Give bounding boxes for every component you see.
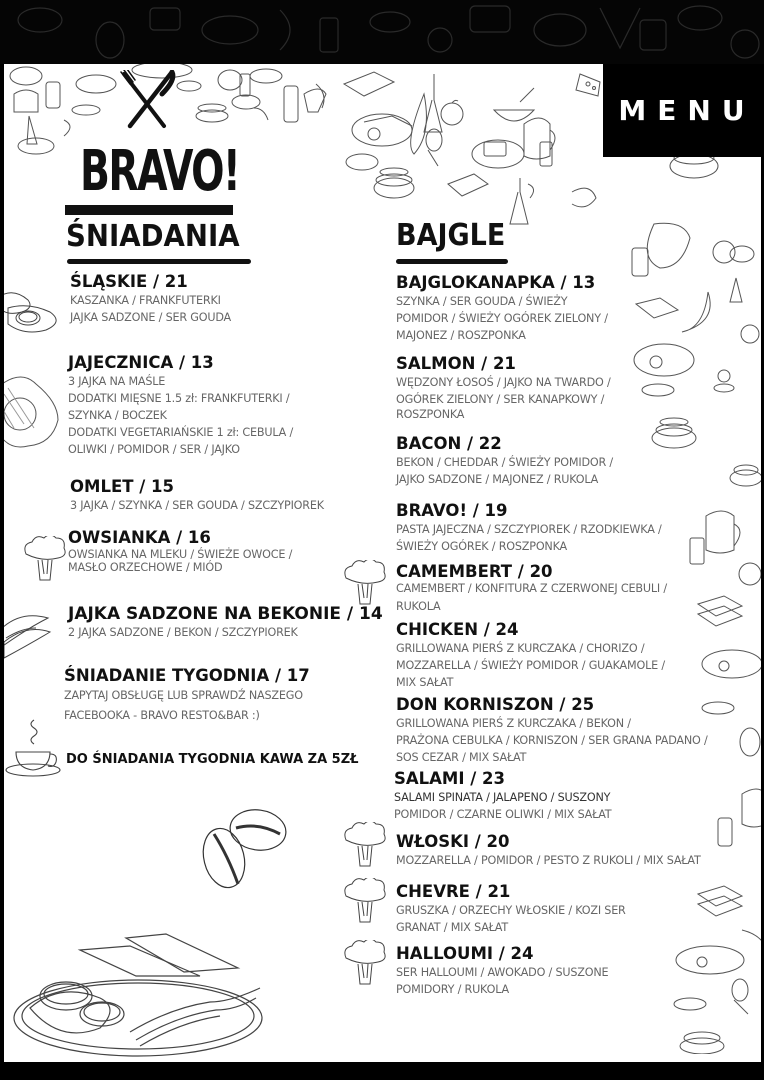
item-name: JAJKA SADZONE NA BEKONIE / 14 bbox=[68, 604, 383, 624]
item-name: OMLET / 15 bbox=[70, 477, 174, 496]
item-name: BAJGLOKANAPKA / 13 bbox=[396, 273, 596, 292]
item-desc: JAJKA SADZONE / SER GOUDA bbox=[70, 311, 232, 324]
menu-item-jajecznica bbox=[68, 353, 293, 458]
item-desc: ROSZPONKA bbox=[396, 408, 465, 421]
menu-item-slaskie bbox=[70, 272, 231, 326]
item-desc: PRAŻONA CEBULKA / KORNISZON / SER GRANA PADANO / bbox=[396, 734, 708, 747]
item-desc: 3 JAJKA / SZYNKA / SER GOUDA / SZCZYPIOREK bbox=[70, 499, 324, 512]
item-name: SALMON / 21 bbox=[396, 354, 516, 373]
item-name: CHEVRE / 21 bbox=[396, 882, 511, 901]
bacon-icon bbox=[4, 610, 54, 660]
item-desc: 2 JAJKA SADZONE / BEKON / SZCZYPIOREK bbox=[68, 626, 298, 639]
item-desc: DODATKI MIĘSNE 1.5 zł: FRANKFUTERKI / bbox=[68, 392, 290, 405]
item-name: ŚLĄSKIE / 21 bbox=[70, 272, 188, 291]
menu-item-bravo bbox=[396, 501, 662, 555]
item-desc: OWSIANKA NA MLEKU / ŚWIEŻE OWOCE / bbox=[68, 548, 293, 561]
item-name: HALLOUMI / 24 bbox=[396, 944, 534, 963]
menu-item-bajglokanapka bbox=[396, 273, 608, 344]
broccoli-icon bbox=[342, 822, 388, 870]
item-desc: MOZZARELLA / POMIDOR / PESTO Z RUKOLI / MIX SAŁAT bbox=[396, 854, 701, 867]
item-desc: SZYNKA / SER GOUDA / ŚWIEŻY bbox=[396, 295, 568, 308]
item-desc: OGÓREK ZIELONY / SER KANAPKOWY / bbox=[396, 393, 605, 406]
item-name: SALAMI / 23 bbox=[394, 769, 505, 788]
item-desc: SER HALLOUMI / AWOKADO / SUSZONE bbox=[396, 966, 609, 979]
menu-item-don-korniszon bbox=[396, 695, 708, 766]
item-desc: 3 JAJKA NA MAŚLE bbox=[68, 375, 166, 388]
item-desc: CAMEMBERT / KONFITURA Z CZERWONEJ CEBULI / bbox=[396, 582, 667, 595]
menu-item-chicken bbox=[396, 620, 665, 691]
item-name: DON KORNISZON / 25 bbox=[396, 695, 595, 714]
item-name: JAJECZNICA / 13 bbox=[68, 353, 214, 372]
broccoli-icon bbox=[342, 560, 388, 608]
item-desc: KASZANKA / FRANKFUTERKI bbox=[70, 294, 221, 307]
fried-eggs-icon bbox=[4, 290, 62, 340]
menu-label: MENU bbox=[618, 94, 756, 127]
item-desc: MAJONEZ / ROSZPONKA bbox=[396, 329, 526, 342]
breakfast-plate-icon bbox=[10, 928, 270, 1058]
item-desc: FACEBOOKA - BRAVO RESTO&BAR :) bbox=[64, 709, 260, 722]
item-desc: ZAPYTAJ OBSŁUGĘ LUB SPRAWDŹ NASZEGO bbox=[64, 689, 303, 702]
logo-underline bbox=[65, 205, 233, 215]
item-name: CHICKEN / 24 bbox=[396, 620, 519, 639]
menu-item-salmon bbox=[396, 354, 611, 422]
section-title-bagels: BAJGLE bbox=[396, 218, 506, 253]
item-desc: SOS CEZAR / MIX SAŁAT bbox=[396, 751, 527, 764]
item-desc: SZYNKA / BOCZEK bbox=[68, 409, 167, 422]
item-desc: MOZZARELLA / ŚWIEŻY POMIDOR / GUAKAMOLE / bbox=[396, 659, 665, 672]
section-underline-breakfast bbox=[67, 259, 251, 264]
item-desc: ŚWIEŻY OGÓREK / ROSZPONKA bbox=[396, 540, 567, 553]
item-name: BRAVO! / 19 bbox=[396, 501, 508, 520]
item-name: WŁOSKI / 20 bbox=[396, 832, 510, 851]
menu-item-wloski bbox=[396, 832, 701, 869]
item-desc: GRANAT / MIX SAŁAT bbox=[396, 921, 508, 934]
item-name: CAMEMBERT / 20 bbox=[396, 562, 553, 581]
top-pattern-band bbox=[0, 0, 764, 64]
broccoli-icon bbox=[342, 940, 388, 988]
item-name: ŚNIADANIE TYGODNIA / 17 bbox=[64, 666, 310, 685]
item-desc: JAJKO SADZONE / MAJONEZ / RUKOLA bbox=[396, 473, 599, 486]
coffee-beans-icon bbox=[196, 804, 292, 890]
coffee-cup-icon bbox=[4, 718, 62, 778]
item-desc: PASTA JAJECZNA / SZCZYPIOREK / RZODKIEWKA / bbox=[396, 523, 662, 536]
menu-item-bacon bbox=[396, 434, 613, 488]
menu-item-chevre bbox=[396, 882, 626, 936]
item-desc: OLIWKI / POMIDOR / SER / JAJKO bbox=[68, 443, 240, 456]
item-desc: POMIDORY / RUKOLA bbox=[396, 983, 509, 996]
item-desc: MASŁO ORZECHOWE / MIÓD bbox=[68, 561, 223, 574]
item-desc: DODATKI VEGETARIAŃSKIE 1 zł: CEBULA / bbox=[68, 426, 294, 439]
item-desc: BEKON / CHEDDAR / ŚWIEŻY POMIDOR / bbox=[396, 456, 613, 469]
item-name: OWSIANKA / 16 bbox=[68, 528, 211, 547]
item-desc: GRILLOWANA PIERŚ Z KURCZAKA / CHORIZO / bbox=[396, 642, 645, 655]
item-desc: WĘDZONY ŁOSOŚ / JAJKO NA TWARDO / bbox=[396, 376, 611, 389]
item-desc: POMIDOR / ŚWIEŻY OGÓREK ZIELONY / bbox=[396, 312, 608, 325]
logo-text: BRAVO! bbox=[80, 139, 240, 204]
fried-egg-icon bbox=[4, 374, 64, 460]
fork-knife-icon bbox=[120, 70, 176, 130]
menu-label-box bbox=[603, 64, 761, 157]
menu-item-salami bbox=[394, 769, 611, 823]
item-desc: GRUSZKA / ORZECHY WŁOSKIE / KOZI SER bbox=[396, 904, 626, 917]
menu-item-halloumi bbox=[396, 944, 608, 998]
menu-item-camembert bbox=[396, 562, 667, 618]
menu-item-omlet bbox=[70, 477, 324, 514]
broccoli-icon bbox=[22, 536, 68, 584]
item-desc: GRILLOWANA PIERŚ Z KURCZAKA / BEKON / bbox=[396, 717, 631, 730]
item-desc: POMIDOR / CZARNE OLIWKI / MIX SAŁAT bbox=[394, 808, 612, 821]
menu-item-owsianka bbox=[68, 528, 292, 574]
broccoli-icon bbox=[342, 878, 388, 926]
item-desc: RUKOLA bbox=[396, 600, 441, 613]
section-title-breakfast: ŚNIADANIA bbox=[66, 219, 240, 254]
section-underline-bagels bbox=[396, 259, 508, 264]
coffee-promo-note: DO ŚNIADANIA TYGODNIA KAWA ZA 5ZŁ bbox=[66, 752, 359, 767]
item-name: BACON / 22 bbox=[396, 434, 502, 453]
menu-item-sniadanie-tygodnia bbox=[64, 666, 310, 726]
menu-page bbox=[4, 64, 761, 1062]
food-doodle-pattern bbox=[0, 0, 764, 64]
menu-item-jajka-sadzone bbox=[68, 604, 383, 641]
item-desc: SALAMI SPINATA / JALAPENO / SUSZONY bbox=[394, 791, 611, 804]
item-desc: MIX SAŁAT bbox=[396, 676, 454, 689]
